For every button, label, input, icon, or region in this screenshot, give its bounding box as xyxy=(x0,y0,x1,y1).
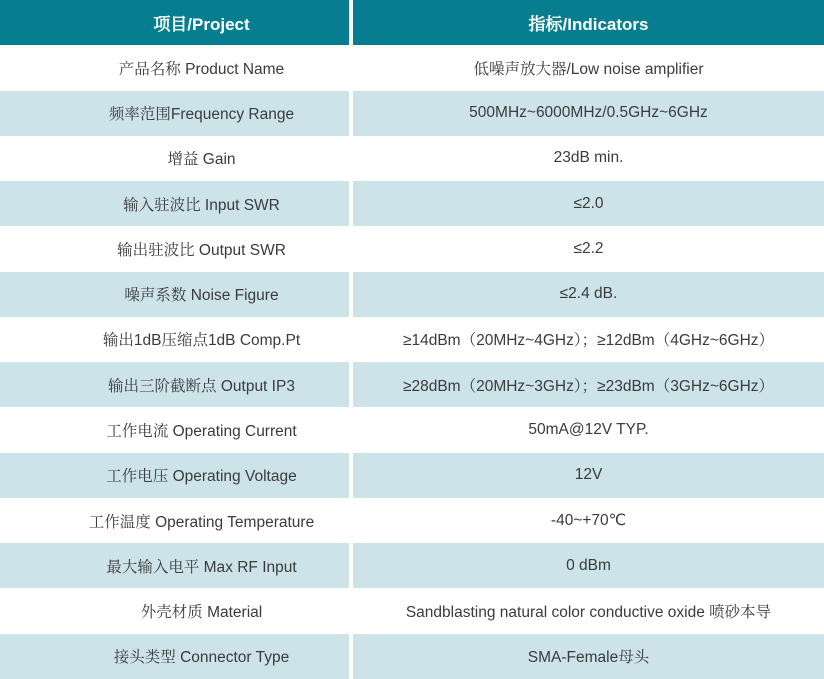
spec-row-value: -40~+70℃ xyxy=(353,498,824,543)
column-header-indicators: 指标/Indicators xyxy=(353,0,824,45)
spec-row-label: 最大输入电平 Max RF Input xyxy=(0,543,349,588)
spec-row-label: 噪声系数 Noise Figure xyxy=(0,272,349,317)
spec-row-label: 频率范围Frequency Range xyxy=(0,91,349,136)
spec-row-value: SMA-Female母头 xyxy=(353,634,824,679)
spec-row-label: 工作温度 Operating Temperature xyxy=(0,498,349,543)
spec-row-value: ≥28dBm（20MHz~3GHz）；≥23dBm（3GHz~6GHz） xyxy=(353,362,824,407)
spec-row-value: ≥14dBm（20MHz~4GHz）；≥12dBm（4GHz~6GHz） xyxy=(353,317,824,362)
spec-row-label: 外壳材质 Material xyxy=(0,588,349,633)
spec-row-value: Sandblasting natural color conductive oxide 喷砂本导 xyxy=(353,588,824,633)
spec-row-value: ≤2.2 xyxy=(353,226,824,271)
spec-row-value: 23dB min. xyxy=(353,136,824,181)
spec-row-value: 500MHz~6000MHz/0.5GHz~6GHz xyxy=(353,91,824,136)
spec-row-label: 输入驻波比 Input SWR xyxy=(0,181,349,226)
spec-row-label: 增益 Gain xyxy=(0,136,349,181)
spec-row-value: ≤2.4 dB. xyxy=(353,272,824,317)
spec-row-label: 工作电流 Operating Current xyxy=(0,407,349,452)
spec-row-value: 低噪声放大器/Low noise amplifier xyxy=(353,45,824,90)
spec-row-label: 工作电压 Operating Voltage xyxy=(0,453,349,498)
spec-row-value: 12V xyxy=(353,453,824,498)
spec-row-value: ≤2.0 xyxy=(353,181,824,226)
spec-row-value: 0 dBm xyxy=(353,543,824,588)
spec-row-label: 输出1dB压缩点1dB Comp.Pt xyxy=(0,317,349,362)
spec-row-label: 接头类型 Connector Type xyxy=(0,634,349,679)
column-header-project: 项目/Project xyxy=(0,0,349,45)
spec-row-value: 50mA@12V TYP. xyxy=(353,407,824,452)
spec-row-label: 产品名称 Product Name xyxy=(0,45,349,90)
spec-row-label: 输出三阶截断点 Output IP3 xyxy=(0,362,349,407)
spec-row-label: 输出驻波比 Output SWR xyxy=(0,226,349,271)
